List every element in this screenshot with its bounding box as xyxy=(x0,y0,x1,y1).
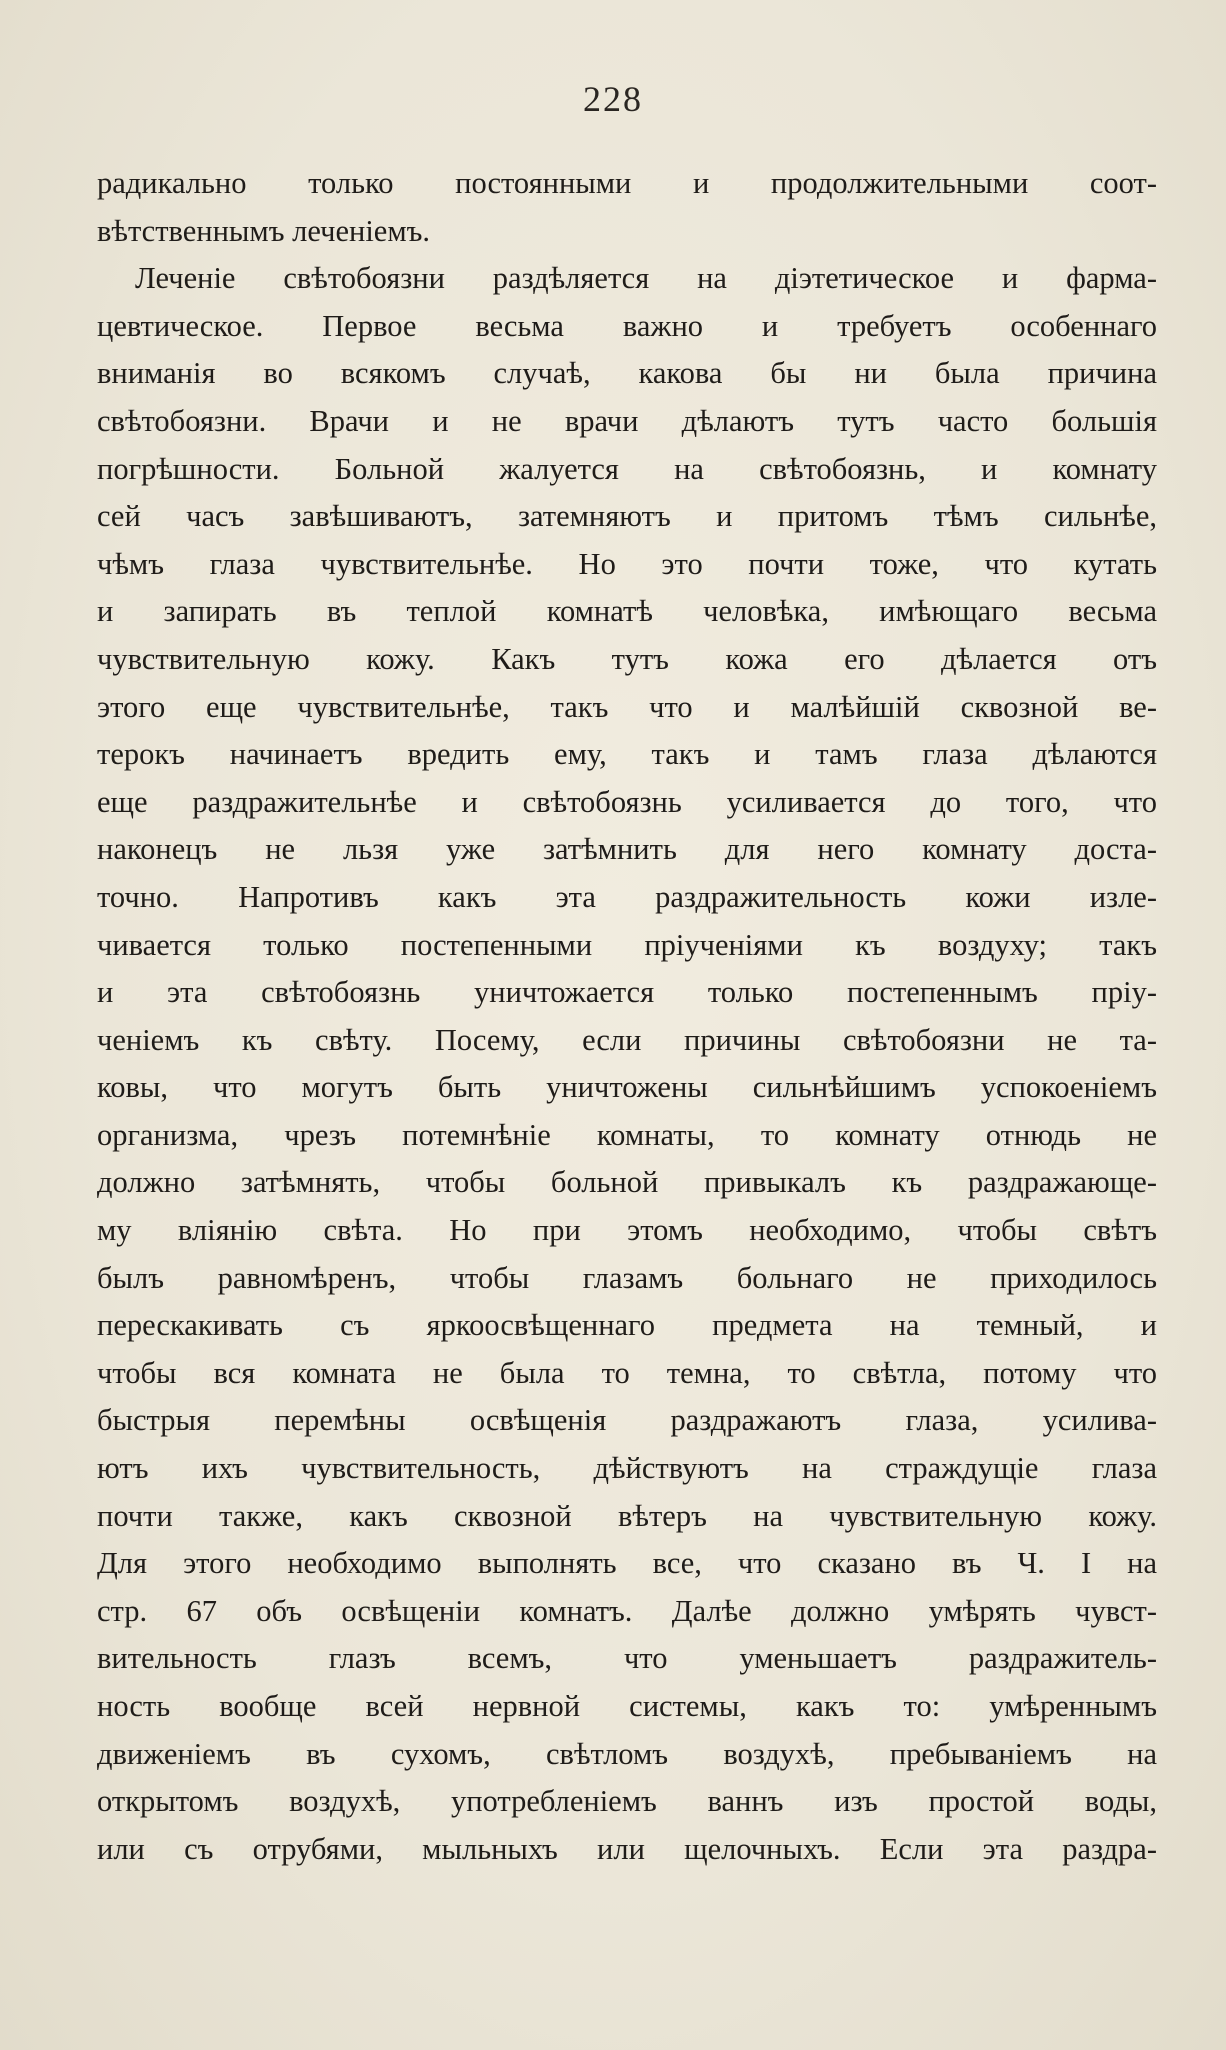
text-line: чивается только постепенными пріученіями къ воздуху; такъ xyxy=(97,927,1157,962)
body-text xyxy=(97,160,1157,1873)
text-line: свѣтобоязни. Врачи и не врачи дѣлаютъ тутъ часто большія xyxy=(97,403,1157,438)
text-line: ковы, что могутъ быть уничтожены сильнѣйшимъ успокоеніемъ xyxy=(97,1070,1157,1105)
text-line: этого еще чувствительнѣе, такъ что и малѣйшій сквозной ве- xyxy=(97,689,1157,724)
text-line: Для этого необходимо выполнять все, что сказано въ Ч. I на xyxy=(97,1546,1157,1581)
text-line: цевтическое. Первое весьма важно и требуетъ особеннаго xyxy=(97,308,1157,343)
page-number: 228 xyxy=(583,79,643,119)
text-line: радикально только постоянными и продолжительными соот- xyxy=(97,166,1157,200)
text-line: и эта свѣтобоязнь уничтожается только постепеннымъ пріу- xyxy=(97,975,1157,1010)
text-line: ность вообще всей нервной системы, какъ то: умѣреннымъ xyxy=(97,1689,1157,1723)
text-line: или съ отрубями, мыльныхъ или щелочныхъ. Если эта раздра- xyxy=(97,1831,1157,1866)
text-line: перескакивать съ яркоосвѣщеннаго предмета на темный, и xyxy=(97,1308,1157,1343)
text-line: чтобы вся комната не была то темна, то свѣтла, потому что xyxy=(97,1355,1157,1390)
text-line: вѣтственнымъ леченіемъ. xyxy=(97,213,431,248)
text-line: былъ равномѣренъ, чтобы глазамъ больнаго не приходилось xyxy=(97,1260,1157,1295)
text-line: быстрыя перемѣны освѣщенія раздражаютъ глаза, усилива- xyxy=(97,1403,1157,1438)
text-line: му вліянію свѣта. Но при этомъ необходимо, чтобы свѣтъ xyxy=(97,1213,1157,1248)
text-line: и запирать въ теплой комнатѣ человѣка, имѣющаго весьма xyxy=(97,594,1157,629)
text-line: вниманія во всякомъ случаѣ, какова бы ни была причина xyxy=(97,356,1157,391)
text-line: стр. 67 объ освѣщеніи комнатъ. Далѣе должно умѣрять чувст- xyxy=(97,1593,1157,1628)
text-line: наконецъ не льзя уже затѣмнить для него комнату доста- xyxy=(97,832,1157,867)
text-line: почти также, какъ сквозной вѣтеръ на чувствительную кожу. xyxy=(97,1498,1157,1533)
text-line: ютъ ихъ чувствительность, дѣйствуютъ на страждущіе глаза xyxy=(97,1451,1157,1486)
text-line: ченіемъ къ свѣту. Посему, если причины свѣтобоязни не та- xyxy=(97,1022,1157,1057)
text-line: открытомъ воздухѣ, употребленіемъ ваннъ изъ простой воды, xyxy=(97,1784,1157,1819)
text-line: чувствительную кожу. Какъ тутъ кожа его дѣлается отъ xyxy=(97,641,1157,676)
text-line: чѣмъ глаза чувствительнѣе. Но это почти тоже, что кутать xyxy=(97,546,1157,581)
text-line: вительность глазъ всемъ, что уменьшаетъ раздражитель- xyxy=(97,1641,1157,1676)
text-line: погрѣшности. Больной жалуется на свѣтобоязнь, и комнату xyxy=(97,451,1157,486)
text-line: терокъ начинаетъ вредить ему, такъ и тамъ глаза дѣлаются xyxy=(97,737,1157,772)
text-line: организма, чрезъ потемнѣніе комнаты, то комнату отнюдь не xyxy=(97,1117,1157,1152)
text-line: Леченіе свѣтобоязни раздѣляется на діэтетическое и фарма- xyxy=(135,261,1157,296)
text-line: должно затѣмнять, чтобы больной привыкалъ къ раздражающе- xyxy=(97,1165,1157,1200)
text-line: точно. Напротивъ какъ эта раздражительность кожи изле- xyxy=(97,879,1157,914)
text-line: сей часъ завѣшиваютъ, затемняютъ и притомъ тѣмъ сильнѣе, xyxy=(97,499,1157,534)
text-line: еще раздражительнѣе и свѣтобоязнь усиливается до того, что xyxy=(97,784,1157,819)
text-line: движеніемъ въ сухомъ, свѣтломъ воздухѣ, пребываніемъ на xyxy=(97,1736,1157,1771)
